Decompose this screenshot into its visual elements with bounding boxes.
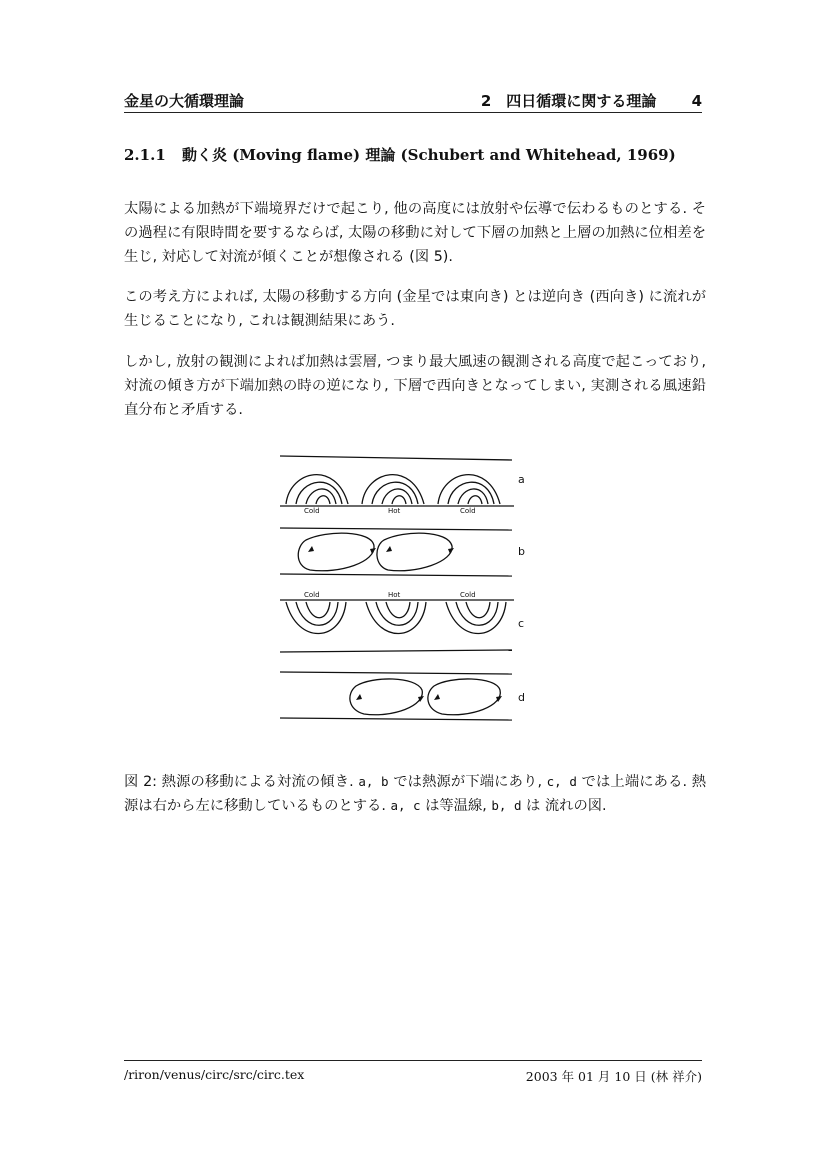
running-header [124,90,702,113]
section-number: 2.1.1 [124,146,166,164]
panel-a-label-hot: Hot [388,507,401,515]
panel-c-label-hot: Hot [388,591,401,599]
caption-var-bd: b, d [491,798,522,813]
panel-b-cells [298,533,452,571]
panel-d-top-line [280,672,512,674]
panel-a-top-line [280,456,512,460]
panel-label-c: c [518,617,525,630]
caption-prefix: 図 2: 熱源の移動による対流の傾き. [124,774,354,790]
figure-svg [276,450,528,726]
caption-text-1: では熱源が下端にあり, [388,774,547,790]
page-number: 4 [691,92,702,110]
caption-text-2: では上端にある. 熱源は右から左に移動しているものとする. [124,774,707,814]
figure-convection-diagram [276,450,528,726]
footer-path: /riron/venus/circ/src/circ.tex [124,1067,305,1082]
header-section: 2 四日循環に関する理論 [480,92,657,110]
caption-var-cd: c, d [546,774,577,789]
panel-label-d: d [518,691,525,704]
paragraph-3: しかし, 放射の観測によれば加熱は雲層, つまり最大風速の観測される高度で起こっており, 対流の傾き方が下端加熱の時の逆になり, 下層で西向きとなってしまい, 実測される風速鉛直分布と矛盾する. [124,354,706,418]
header-title: 金星の大循環理論 [124,92,245,110]
panel-d-bottom-line [280,718,512,720]
panel-c-label-cold-1: Cold [304,591,320,599]
panel-b-bottom-line [280,574,512,576]
panel-c-label-cold-2: Cold [460,591,476,599]
panel-label-a: a [518,473,525,486]
paragraph-2: この考え方によれば, 太陽の移動する方向 (金星では東向き) とは逆向き (西向き) に流れが生じることになり, これは観測結果にあう. [124,289,706,329]
panel-c-bottom-line [280,650,512,652]
caption-text-3: は等温線, [420,798,492,814]
section-title: 動く炎 (Moving flame) 理論 (Schubert and Whitehead, 1969) [182,146,676,164]
panel-c-isotherms [286,602,506,634]
panel-a-label-cold-1: Cold [304,507,320,515]
figure-caption [124,770,706,818]
header-right [481,90,702,111]
panel-b-top-line [280,528,512,530]
panel-label-b: b [518,545,525,558]
panel-d-cells [350,679,500,715]
caption-text-4: は 流れの図. [521,798,607,814]
page-footer [124,1060,702,1082]
caption-var-ab: a, b [358,774,389,789]
panel-a-isotherms [286,475,500,504]
caption-var-ac: a, c [390,798,421,813]
paragraph-1: 太陽による加熱が下端境界だけで起こり, 他の高度には放射や伝導で伝わるものとする. その過程に有限時間を要するならば, 太陽の移動に対して下層の加熱と上層の加熱に位相差を生じ, 対応して対流が傾くことが想像される (図 5). [124,201,706,265]
footer-date: 2003 年 01 月 10 日 (林 祥介) [525,1069,702,1084]
panel-a-label-cold-2: Cold [460,507,476,515]
section-heading [124,144,724,165]
